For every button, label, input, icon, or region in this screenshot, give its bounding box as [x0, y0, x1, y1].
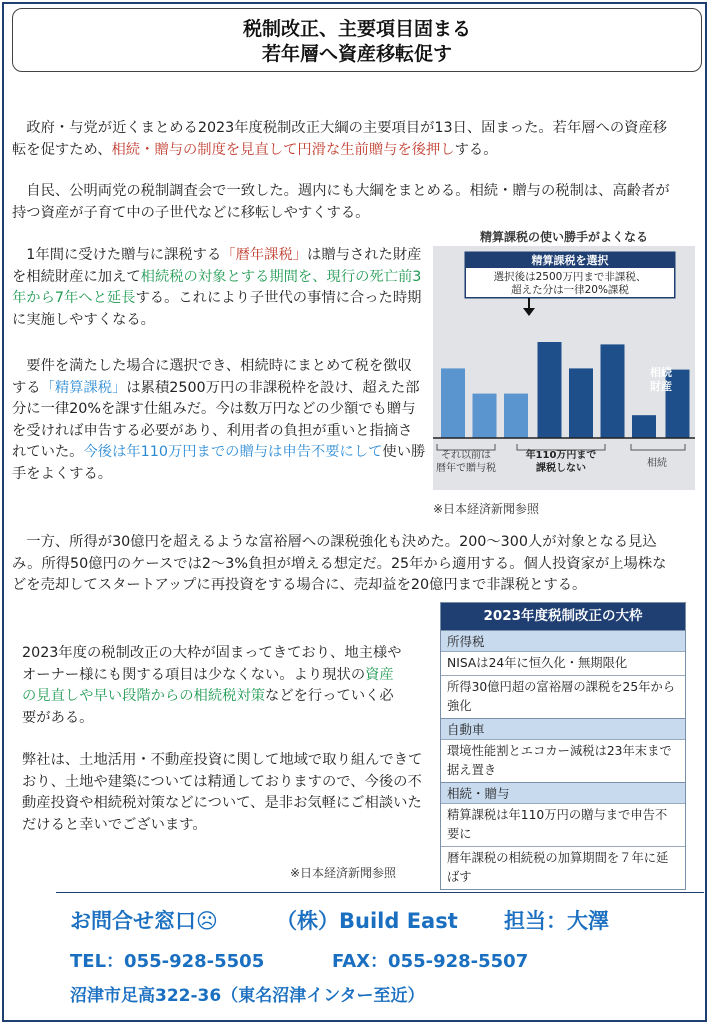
- contact-box: [56, 892, 704, 1020]
- table-category-income: 所得税: [441, 630, 685, 651]
- p4-text-c: は累積2500万円の非課税枠を設け、超えた部分に一律20%を課す仕組みだ。今は数万円などの少額でも贈与を受ければ申告する必要があり、利用者の負担が重いと指摘されていた。: [12, 379, 420, 460]
- callout-line2: 超えた分は一律20%課税: [511, 284, 629, 296]
- bar-label-inherit-1: 相続: [650, 366, 672, 379]
- callout-title: 精算課税を選択: [531, 254, 609, 267]
- table-category-inheritance: 相続・贈与: [441, 782, 685, 803]
- table-category-car: 自動車: [441, 718, 685, 739]
- company-name: （株）Build East: [276, 909, 458, 933]
- p3-highlight: 相続税の対象とする期間を、現行の死亡前3年から7年へと延長: [12, 268, 422, 306]
- p3-text-e: する。これにより子世代の事情に合った時期に実施しやすくなる。: [12, 290, 422, 328]
- bracket-right: [631, 444, 685, 450]
- callout-arrow-head: [523, 308, 535, 316]
- paragraph-6: [22, 643, 402, 729]
- address: 沼津市足高322-36（東名沼津インター至近）: [70, 986, 425, 1006]
- headline-line2: 若年層へ資産移転促す: [261, 43, 452, 65]
- chart-source-note: ※日本経済新聞参照: [433, 502, 540, 516]
- p6-text-a: 2023年度の税制改正の大枠が固まってきており、地主様やオーナー様にも関する項目は少なくない。より現状の: [22, 645, 402, 683]
- contact-emoji: ☹: [196, 909, 218, 933]
- tel-number[interactable]: TEL：055-928-5505: [70, 951, 265, 972]
- group-label-mid-1: 年110万円まで: [525, 450, 597, 461]
- chart-panel: [433, 228, 695, 490]
- contact-label: お問合せ窓口: [70, 909, 196, 933]
- bar-4: [569, 368, 593, 438]
- table-row: 精算課税は年110万円の贈与まで申告不要に: [441, 803, 685, 846]
- table-row: NISAは24年に恒久化・無期限化: [441, 651, 685, 675]
- paragraph-2: 自民、公明両党の税制調査会で一致した。週内にも大綱をまとめる。相続・贈与の税制は、高齢者が持つ資産が子育て中の子世代などに移転しやすくする。: [12, 183, 670, 221]
- p3-term: 「暦年課税」: [221, 247, 308, 263]
- p4-highlight: 今後は年110万円までの贈与は申告不要にして: [83, 444, 383, 460]
- bar-6: [632, 415, 656, 438]
- table-row: 暦年課税の相続税の加算期間を７年に延ばす: [441, 846, 685, 889]
- headline-box: [12, 8, 702, 72]
- tax-reform-table: [440, 602, 686, 890]
- group-label-left-1: それ以前は: [441, 450, 491, 461]
- group-label-right: 相続: [647, 458, 667, 469]
- table-row: 環境性能割とエコカー減税は23年末まで据え置き: [441, 739, 685, 782]
- bar-1: [473, 394, 497, 438]
- fax-number: FAX：055-928-5507: [332, 951, 529, 972]
- chart-title: 精算課税の使い勝手がよくなる: [479, 230, 648, 244]
- bar-label-inherit-2: 財産: [650, 380, 672, 393]
- chart-svg: [433, 228, 695, 490]
- p1-highlight: 相続・贈与の制度を見直して円滑な生前贈与を後押し: [111, 141, 455, 158]
- contact-person: 担当：大澤: [504, 909, 609, 933]
- table-header: 2023年度税制改正の大枠: [441, 603, 685, 630]
- p3-text-c: は贈与された財産を相続財産に加えて: [12, 247, 422, 285]
- bar-3: [538, 342, 562, 438]
- p4-text-a: 要件を満たした場合に選択でき、相続時にまとめて税を徴収する: [12, 358, 412, 396]
- p1-text-a: 政府・与党が近くまとめる2023年度税制改正大綱の主要項目が13日、固まった。若年層への資産移転を促すため、: [12, 120, 668, 158]
- paragraph-4: [12, 356, 426, 485]
- contact-heading: [70, 905, 218, 935]
- p6-text-c: などを行っていく必要がある。: [22, 688, 394, 726]
- paragraph-1: [12, 118, 680, 161]
- callout-line1: 選択後は2500万円まで非課税、: [493, 271, 647, 283]
- bar-0: [441, 368, 465, 438]
- bottom-source-note: ※日本経済新聞参照: [290, 866, 397, 880]
- paragraph-3: [12, 245, 426, 331]
- table-row: 所得30億円超の富裕層の課税を25年から強化: [441, 675, 685, 718]
- bar-2: [504, 394, 528, 438]
- paragraph-5: 一方、所得が30億円を超えるような富裕層への課税強化も決めた。200～300人が対象となる見込み。所得50億円のケースでは2～3%負担が増える想定だ。25年から適用する。個人投資家が上場株などを売却してスタートアップに再投資をする場合に、売却益を20億円まで非課税とする。: [12, 534, 667, 593]
- p3-text-a: 1年間に受けた贈与に課税する: [12, 247, 222, 263]
- p6-highlight: 資産の見直しや早い段階からの相続税対策: [22, 666, 394, 704]
- p4-text-e: 使い勝手をよくする。: [12, 444, 426, 482]
- p4-term: 「精算課税」: [40, 379, 127, 396]
- bar-5: [601, 344, 625, 438]
- paragraph-7: 弊社は、土地活用・不動産投資に関して地域で取り組んできており、土地や建築については精通しておりますので、今後の不動産投資や相続税対策などについて、是非お気軽にご相談いただけると幸いでございます。: [22, 752, 423, 833]
- group-label-left-2: 暦年で贈与税: [436, 463, 496, 474]
- headline-line1: 税制改正、主要項目固まる: [242, 18, 471, 40]
- group-label-mid-2: 課税しない: [536, 463, 586, 474]
- p1-text-c: する。: [454, 141, 498, 158]
